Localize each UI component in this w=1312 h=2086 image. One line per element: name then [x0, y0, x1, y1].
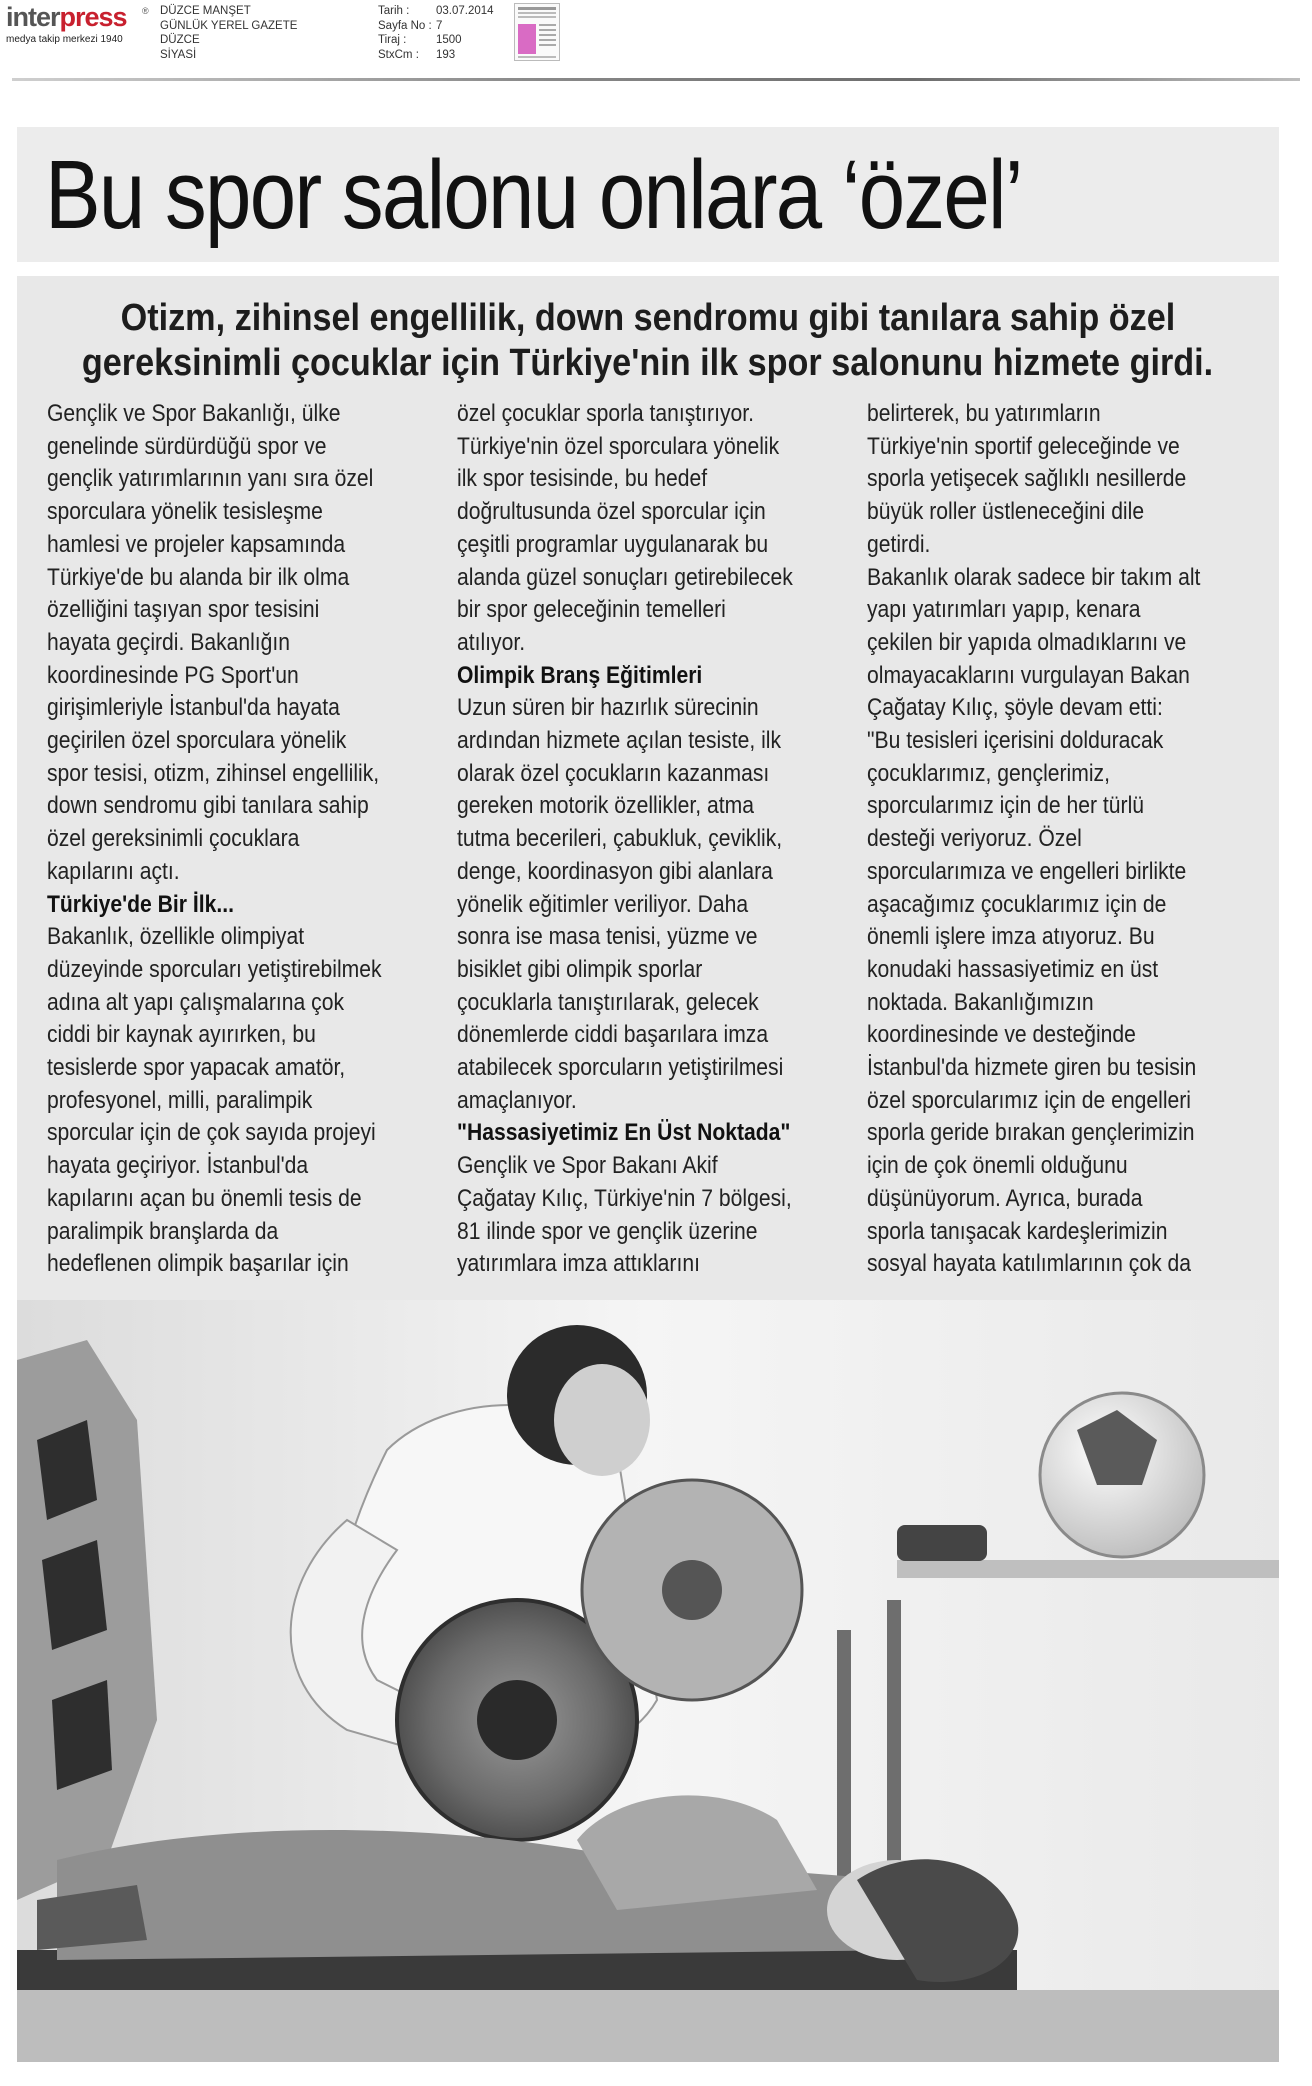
- article-text-line: özel gereksinimli çocuklara: [47, 825, 300, 853]
- article-text-line: yönelik eğitimler veriliyor. Daha: [457, 890, 749, 918]
- article-text-line: denge, koordinasyon gibi alanlara: [457, 857, 773, 885]
- header-divider: [12, 78, 1300, 81]
- article-text-line: hayata geçiriyor. İstanbul'da: [47, 1152, 309, 1180]
- article-text-line: atılıyor.: [457, 628, 526, 656]
- article-text-line: down sendromu gibi tanılara sahip: [47, 792, 369, 820]
- article-text-line: düzeyinde sporcuları yetiştirebilmek: [47, 955, 382, 983]
- article-text-line: ciddi bir kaynak ayırırken, bu: [47, 1021, 316, 1049]
- meta-row-page: Sayfa No : 7: [378, 19, 443, 32]
- article-text-line: Bakanlık, özellikle olimpiyat: [47, 923, 305, 951]
- article-text-line: sporculara yönelik tesisleşme: [47, 498, 323, 526]
- article-text-line: belirterek, bu yatırımların: [867, 400, 1101, 427]
- article-text-line: özelliğini taşıyan spor tesisini: [47, 596, 320, 624]
- logo-tagline: medya takip merkezi 1940: [6, 34, 123, 45]
- article-text-line: getirdi.: [867, 530, 931, 558]
- article-text-line: hedeflenen olimpik başarılar için: [47, 1250, 349, 1278]
- article-text-line: atabilecek sporcuların yetiştirilmesi: [457, 1054, 784, 1082]
- section-heading: Türkiye'de Bir İlk...: [47, 890, 234, 918]
- article-text-line: paralimpik branşlarda da: [47, 1217, 279, 1245]
- publication-type: GÜNLÜK YEREL GAZETE: [160, 19, 298, 32]
- meta-row-stxcm: StxCm : 193: [378, 48, 456, 61]
- article-body-panel: [17, 276, 1279, 1300]
- article-text-line: çekilen bir yapıda olmadıklarını ve: [867, 628, 1187, 656]
- clipping-header: [0, 0, 1312, 80]
- page-thumbnail[interactable]: [514, 3, 560, 61]
- article-text-line: sporla tanışacak kardeşlerimizin: [867, 1217, 1168, 1245]
- article-text-line: sporcularımız için de her türlü: [867, 792, 1145, 820]
- article-text-line: özel sporcularımız için de engelleri: [867, 1086, 1191, 1114]
- article-text-line: bisiklet gibi olimpik sporlar: [457, 955, 703, 983]
- article-text-line: Bakanlık olarak sadece bir takım alt: [867, 563, 1201, 591]
- article-column-2: [457, 398, 857, 1281]
- article-text-line: hamlesi ve projeler kapsamında: [47, 530, 346, 558]
- article-text-line: amaçlanıyor.: [457, 1086, 577, 1114]
- logo-wordmark: interpress: [6, 2, 127, 32]
- article-column-1: [47, 398, 447, 1281]
- subheadline-line-2: gereksinimli çocuklar için Türkiye'nin ilk spor salonunu hizmete girdi.: [82, 342, 1214, 384]
- article-text-line: desteği veriyoruz. Özel: [867, 825, 1082, 853]
- article-text-line: gençlik yatırımlarının yanı sıra özel: [47, 465, 374, 493]
- headline-panel: [17, 127, 1279, 262]
- article-text-line: kapılarını açtı.: [47, 857, 180, 885]
- article-text-line: yapı yatırımları yapıp, kenara: [867, 596, 1141, 624]
- interpress-logo: [6, 2, 149, 48]
- article-text-line: Türkiye'nin sportif geleceğinde ve: [867, 432, 1180, 460]
- article-text-line: düşünüyorum. Ayrıca, burada: [867, 1184, 1143, 1212]
- article-text-line: genelinde sürdürdüğü spor ve: [47, 432, 327, 460]
- article-text-line: koordinesinde PG Sport'un: [47, 661, 299, 689]
- article-text-line: çeşitli programlar uygulanarak bu: [457, 530, 769, 558]
- article-text-line: sporcular için de çok sayıda projeyi: [47, 1119, 376, 1147]
- registered-mark: ®: [142, 6, 149, 16]
- meta-row-date: Tarih : 03.07.2014: [378, 5, 494, 17]
- article-text-line: ilk spor tesisinde, bu hedef: [457, 465, 708, 493]
- article-text-line: Gençlik ve Spor Bakanı Akif: [457, 1152, 718, 1180]
- article-text-line: tutma becerileri, çabukluk, çeviklik,: [457, 825, 783, 853]
- article-text-line: Uzun süren bir hazırlık sürecinin: [457, 694, 759, 722]
- article-text-line: önemli işlere imza atıyoruz. Bu: [867, 923, 1155, 951]
- article-text-line: çocuklarla tanıştırılarak, gelecek: [457, 988, 759, 1016]
- article-text-line: olmayacaklarını vurgulayan Bakan: [867, 661, 1190, 689]
- article-text-line: sosyal hayata katılımlarının çok da: [867, 1250, 1192, 1278]
- article-text-line: sporcularımıza ve engelleri birlikte: [867, 857, 1187, 885]
- article-text-line: noktada. Bakanlığımızın: [867, 988, 1094, 1016]
- article-text-line: spor tesisi, otizm, zihinsel engellilik,: [47, 759, 380, 787]
- article-subheadline: [17, 296, 1279, 386]
- subheadline-line-1: Otizm, zihinsel engellilik, down sendromu gibi tanılara sahip özel: [120, 297, 1176, 339]
- article-text-line: kapılarını açan bu önemli tesis de: [47, 1184, 362, 1212]
- publication-city: DÜZCE: [160, 34, 200, 46]
- clipping-meta: [378, 4, 516, 62]
- article-column-3: [867, 398, 1267, 1281]
- article-text-line: profesyonel, milli, paralimpik: [47, 1086, 313, 1114]
- article-text-line: Gençlik ve Spor Bakanlığı, ülke: [47, 400, 341, 427]
- article-text-line: 81 ilinde spor ve gençlik üzerine: [457, 1217, 758, 1245]
- publication-name: DÜZCE MANŞET: [160, 5, 251, 17]
- article-text-line: çocuklarımız, gençlerimiz,: [867, 759, 1110, 787]
- meta-row-circulation: Tiraj : 1500: [378, 34, 462, 46]
- article-text-line: adına alt yapı çalışmalarına çok: [47, 988, 345, 1016]
- article-text-line: hayata geçirdi. Bakanlığın: [47, 628, 291, 656]
- publication-category: SİYASİ: [160, 48, 197, 61]
- section-heading: "Hassasiyetimiz En Üst Noktada": [457, 1119, 791, 1147]
- article-text-line: "Bu tesisleri içerisini dolduracak: [867, 727, 1164, 755]
- article-text-line: özel çocuklar sporla tanıştırıyor.: [457, 400, 754, 427]
- article-text-line: doğrultusunda özel sporcular için: [457, 498, 766, 526]
- article-text-line: ardından hizmete açılan tesiste, ilk: [457, 727, 782, 755]
- article-text-line: alanda güzel sonuçları getirebilecek: [457, 563, 793, 591]
- article-text-line: konudaki hassasiyetimiz en üst: [867, 955, 1159, 983]
- section-heading: Olimpik Branş Eğitimleri: [457, 661, 703, 689]
- article-text-line: bir spor geleceğinin temelleri: [457, 596, 726, 624]
- article-text-line: için de çok önemli olduğunu: [867, 1152, 1128, 1180]
- photo-illustration: [17, 1300, 1279, 2062]
- article-text-line: büyük roller üstleneceğini dile: [867, 498, 1145, 526]
- article-text-line: sporla geride bırakan gençlerimizin: [867, 1119, 1195, 1147]
- article-text-line: İstanbul'da hizmete giren bu tesisin: [867, 1054, 1197, 1082]
- article-text-line: sonra ise masa tenisi, yüzme ve: [457, 923, 758, 951]
- article-text-line: tesislerde spor yapacak amatör,: [47, 1054, 346, 1082]
- article-text-line: koordinesinde ve desteğinde: [867, 1021, 1136, 1049]
- article-text-line: Çağatay Kılıç, Türkiye'nin 7 bölgesi,: [457, 1184, 792, 1212]
- article-text-line: geçirilen özel sporculara yönelik: [47, 727, 347, 755]
- article-text-line: dönemlerde ciddi başarılara imza: [457, 1021, 769, 1049]
- article-text-line: olarak özel çocukların kazanması: [457, 759, 770, 787]
- article-headline: Bu spor salonu onlara ‘özel’: [45, 140, 1022, 249]
- article-text-line: sporla yetişecek sağlıklı nesillerde: [867, 465, 1187, 493]
- publication-info: [160, 4, 297, 62]
- article-text-line: Çağatay Kılıç, şöyle devam etti:: [867, 694, 1163, 722]
- article-text-line: aşacağımız çocuklarımız için de: [867, 890, 1167, 918]
- article-text-line: Türkiye'de bu alanda bir ilk olma: [47, 563, 350, 591]
- article-text-line: yatırımlara imza attıklarını: [457, 1250, 700, 1278]
- article-photo: [17, 1300, 1279, 2062]
- article-text-line: gereken motorik özellikler, atma: [457, 792, 754, 820]
- article-text-line: girişimleriyle İstanbul'da hayata: [47, 694, 340, 722]
- article-text-line: Türkiye'nin özel sporculara yönelik: [457, 432, 780, 460]
